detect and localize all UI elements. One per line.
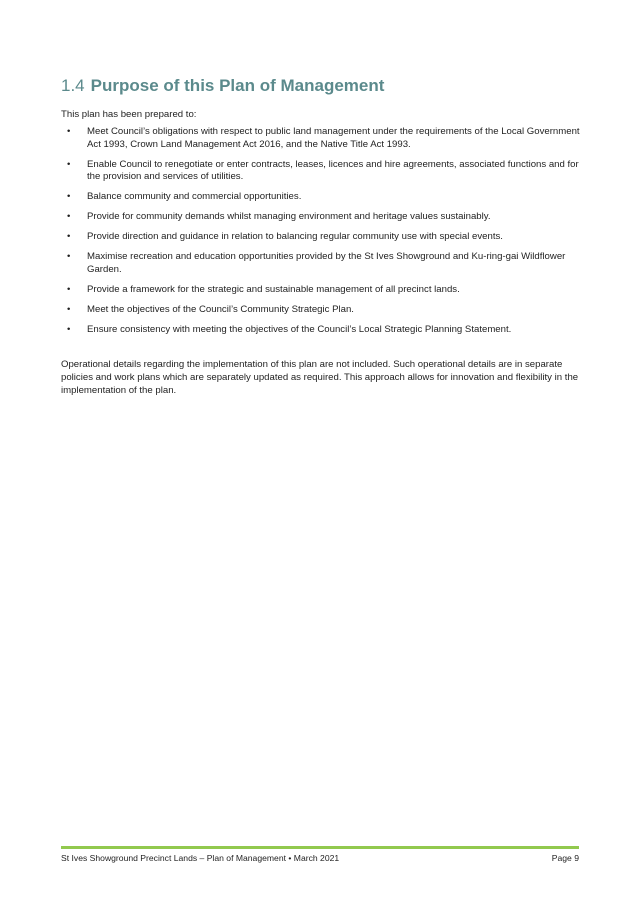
page-number: Page 9: [551, 853, 579, 863]
list-item: [61, 284, 581, 297]
bullet-icon: •: [67, 191, 71, 202]
purpose-list: [61, 126, 581, 344]
list-item: [61, 159, 581, 184]
bullet-icon: •: [67, 211, 71, 222]
list-item-text: Meet Council’s obligations with respect to public land management under the requirements of the Local Government Act 1993, Crown Land Management Act 2016, and the Native Title Act 1993.: [87, 126, 580, 150]
footer-divider: [61, 846, 579, 849]
bullet-icon: •: [67, 323, 71, 335]
list-item-text: Maximise recreation and education opportunities provided by the St Ives Showground and Ku-ring-gai Wildflower Garden.: [87, 251, 566, 275]
bullet-icon: •: [67, 231, 71, 242]
list-item: [61, 304, 581, 317]
bullet-icon: •: [67, 126, 71, 137]
bullet-icon: •: [67, 283, 71, 295]
list-item-text: Balance community and commercial opportunities.: [87, 191, 302, 202]
section-number: 1.4: [61, 76, 85, 95]
list-item-text: Meet the objectives of the Council’s Community Strategic Plan.: [87, 303, 354, 315]
footer-document-title: St Ives Showground Precinct Lands – Plan of Management • March 2021: [61, 853, 340, 863]
list-item-text: Enable Council to renegotiate or enter contracts, leases, licences and hire agreements, associated functions and for the provision and services of utilities.: [87, 158, 579, 182]
closing-paragraph: Operational details regarding the implementation of this plan are not included. Such operational details are in separate policies and work plans which are separately updated as required. This approach allows for innovation and flexibility in the implementation of the plan.: [61, 359, 579, 396]
bullet-icon: •: [67, 303, 71, 315]
list-item: [61, 211, 581, 224]
bullet-icon: •: [67, 158, 71, 170]
list-item: [61, 231, 581, 244]
list-item-text: Ensure consistency with meeting the objectives of the Council’s Local Strategic Planning Statement.: [87, 323, 512, 335]
intro-paragraph: This plan has been prepared to:: [61, 109, 197, 120]
section-title: Purpose of this Plan of Management: [90, 76, 385, 95]
list-item: [61, 191, 581, 204]
section-heading: [61, 76, 384, 96]
list-item-text: Provide a framework for the strategic and sustainable management of all precinct lands.: [87, 283, 460, 295]
list-item: [61, 126, 581, 151]
list-item-text: Provide for community demands whilst managing environment and heritage values sustainably.: [87, 211, 491, 222]
list-item: [61, 324, 581, 337]
list-item: [61, 251, 581, 276]
list-item-text: Provide direction and guidance in relation to balancing regular community use with special events.: [87, 231, 503, 242]
bullet-icon: •: [67, 251, 71, 262]
